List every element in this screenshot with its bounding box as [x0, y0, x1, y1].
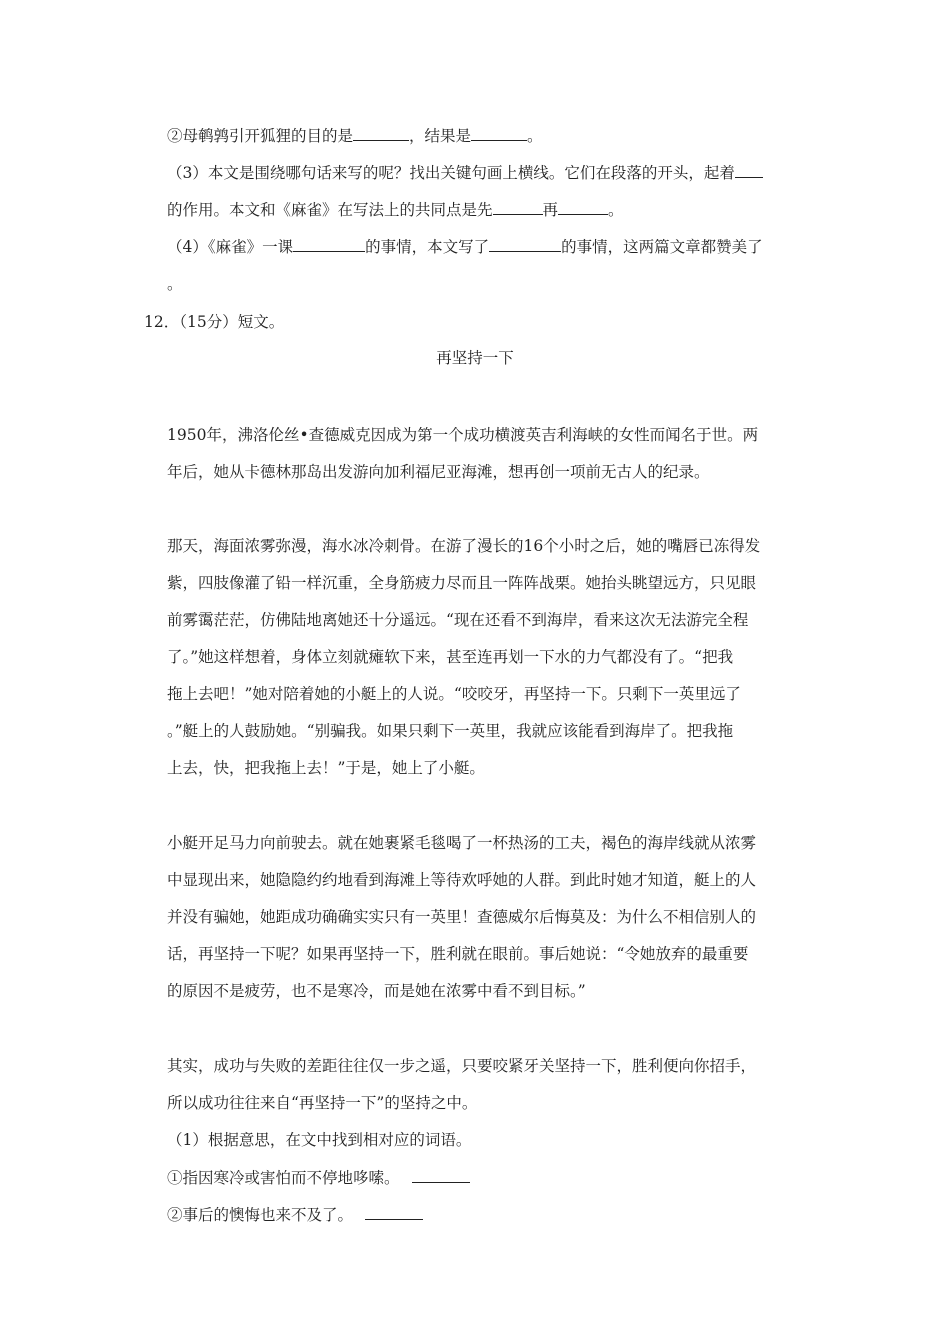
answer-blank — [293, 237, 365, 252]
answer-blank — [735, 163, 763, 178]
paragraph-2-line: 拖上去吧！”她对陪着她的小艇上的人说。“咬咬牙，再坚持一下。只剩下一英里远了 — [167, 685, 741, 703]
paragraph-4-line: 所以成功往往来自“再坚持一下”的坚持之中。 — [167, 1094, 478, 1112]
q11-sub4-text-b: 的事情，本文写了 — [365, 238, 490, 256]
q11-sub3-text-a: （3）本文是围绕哪句话来写的呢？找出关键句画上横线。它们在段落的开头，起着 — [167, 164, 735, 182]
paragraph-2-line: 。”艇上的人鼓励她。“别骗我。如果只剩下一英里，我就应该能看到海岸了。把我拖 — [167, 722, 734, 740]
answer-blank — [412, 1168, 470, 1183]
paragraph-2-line: 上去，快，把我拖上去！”于是，她上了小艇。 — [167, 759, 485, 777]
q11-sub4-text-a: （4）《麻雀》一课 — [167, 238, 294, 256]
q11-sub4-text-d: 。 — [167, 275, 183, 293]
q11-item2-text-c: 。 — [527, 127, 543, 145]
q12-sub1-prompt: （1）根据意思，在文中找到相对应的词语。 — [167, 1131, 472, 1149]
q11-sub3-line2 — [167, 200, 624, 220]
paragraph-3-line: 中显现出来，她隐隐约约地看到海滩上等待欢呼她的人群。到此时她才知道，艇上的人 — [167, 871, 757, 889]
q12-sub1-item1-text: ①指因寒冷或害怕而不停地哆嗦。 — [167, 1169, 400, 1187]
paragraph-4-line: 其实，成功与失败的差距往往仅一步之遥，只要咬紧牙关坚持一下，胜利便向你招手， — [167, 1057, 757, 1075]
q11-sub3-text-d: 。 — [608, 201, 624, 219]
paragraph-3-line: 话，再坚持一下呢？如果再坚持一下，胜利就在眼前。事后她说：“令她放弃的最重要 — [167, 945, 749, 963]
q11-item2-text-a: ②母鹌鹑引开狐狸的目的是 — [167, 127, 354, 145]
answer-blank — [489, 237, 561, 252]
paragraph-1-line: 1950年，沸洛伦丝•查德威克因成为第一个成功横渡英吉利海峡的女性而闻名于世。两 — [167, 426, 759, 444]
q11-sub4-line2 — [167, 274, 183, 294]
paragraph-3-line: 小艇开足马力向前驶去。就在她裹紧毛毯喝了一杯热汤的工夫，褐色的海岸线就从浓雾 — [167, 834, 757, 852]
q12-sub1-item2-line — [167, 1205, 423, 1225]
q11-sub3-text-b: 的作用。本文和《麻雀》在写法上的共同点是先 — [167, 201, 493, 219]
paragraph-2-line: 了。”她这样想着，身体立刻就瘫软下来，甚至连再划一下水的力气都没有了。“把我 — [167, 648, 734, 666]
q11-item2-text-b: ，结果是 — [409, 127, 472, 145]
answer-blank — [365, 1205, 423, 1220]
paragraph-3-line: 的原因不是疲劳，也不是寒冷，而是她在浓雾中看不到目标。” — [167, 982, 586, 1000]
q11-sub3-line1 — [167, 163, 763, 183]
q11-item2-line — [167, 126, 543, 146]
answer-blank — [558, 200, 608, 215]
q12-sub1-item1-line — [167, 1168, 470, 1188]
q11-sub4-text-c: 的事情，这两篇文章都赞美了 — [561, 238, 763, 256]
q12-sub1-item2-text: ②事后的懊悔也来不及了。 — [167, 1206, 354, 1224]
paragraph-2-line: 那天，海面浓雾弥漫，海水冰冷刺骨。在游了漫长的16个小时之后，她的嘴唇已冻得发 — [167, 537, 761, 555]
q11-sub3-text-c: 再 — [542, 201, 559, 219]
answer-blank — [353, 126, 409, 141]
paragraph-2-line: 紫，四肢像灌了铅一样沉重，全身筋疲力尽而且一阵阵战栗。她抬头眺望远方，只见眼 — [167, 574, 757, 592]
answer-blank — [471, 126, 527, 141]
q11-sub4-line1 — [167, 237, 763, 257]
answer-blank — [493, 200, 543, 215]
paragraph-1-line: 年后，她从卡德林那岛出发游向加利福尼亚海滩，想再创一项前无古人的纪录。 — [167, 463, 710, 481]
q12-header: 12．（15分）短文。 — [144, 313, 285, 331]
paragraph-2-line: 前雾霭茫茫，仿佛陆地离她还十分遥远。“现在还看不到海岸，看来这次无法游完全程 — [167, 611, 749, 629]
passage-title: 再坚持一下 — [436, 349, 514, 367]
paragraph-3-line: 并没有骗她，她距成功确确实实只有一英里！查德威尔后悔莫及：为什么不相信别人的 — [167, 908, 757, 926]
